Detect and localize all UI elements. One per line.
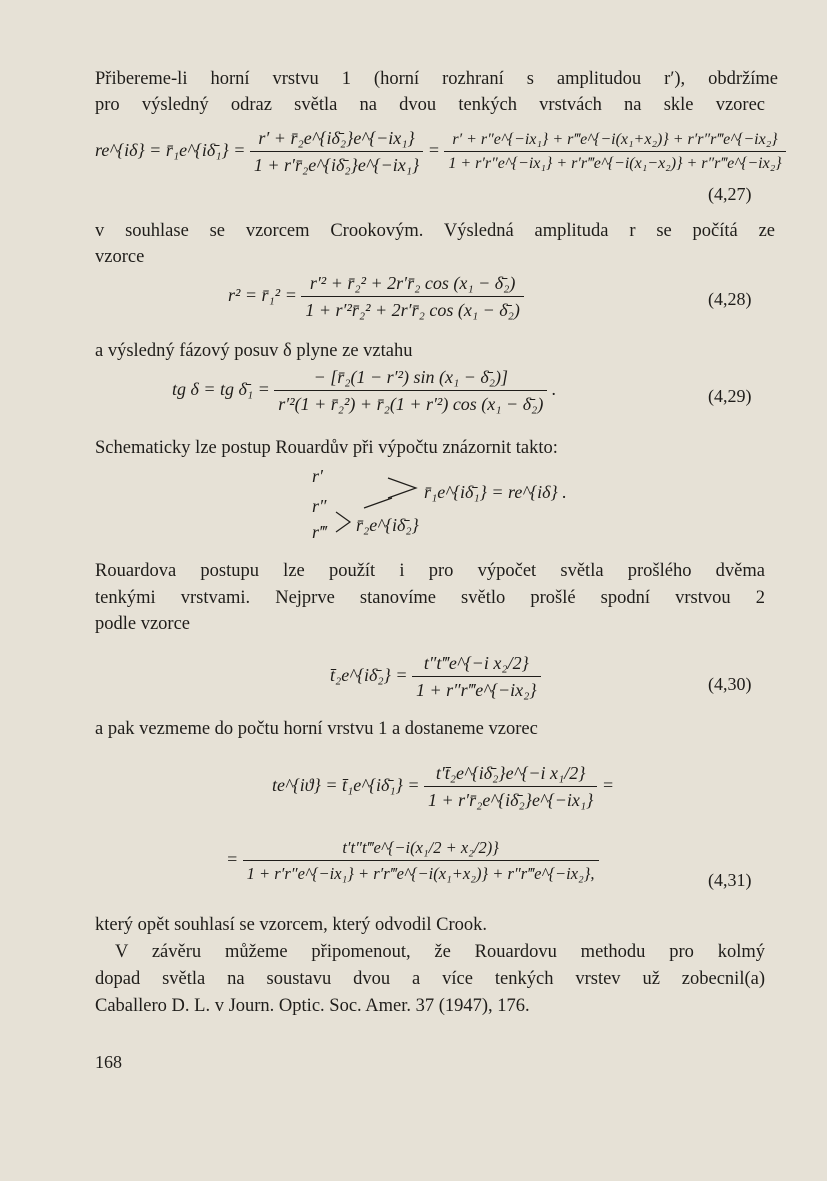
fraction-numerator: r′ + r̄₂e^{iδ̄₂}e^{−ix₁} [250, 128, 423, 152]
equation-4-31-line2 [226, 838, 599, 884]
fraction-numerator: t′t̄₂e^{iδ̄₂}e^{−i x₁/2} [424, 763, 597, 787]
equation-fraction [250, 128, 423, 176]
text-line: tenkými vrstvami. Nejprve stanovíme světlo prošlé spodní vrstvou 2 [95, 588, 765, 608]
equation-fraction [412, 653, 541, 701]
text-line: vzorce [95, 247, 145, 267]
text-line: pro výsledný odraz světla na dvou tenkých vrstvách na skle vzorec [95, 95, 765, 115]
text-line: podle vzorce [95, 614, 191, 634]
equation-lhs: t̄₂e^{iδ̄₂} = [330, 665, 408, 686]
equation-4-29: tg δ = tg δ̄₁ = $\frac{\text{− [r̄₂(1 − r′²) sin (x₁ − δ̄₂)]}}{\text{r′²(1 + r̄₂²) + r̄₂(1 + r′²) cos (x₁ − δ̄₂)}}$ . [172, 367, 557, 414]
equation-fraction [444, 131, 785, 173]
scheme-r2-term: r̄₂e^{iδ̄₂} [356, 515, 419, 535]
scheme-connector [364, 498, 392, 508]
fraction-denominator: 1 + r′r̄₂e^{iδ̄₂}e^{−ix₁} [253, 155, 420, 175]
equals-sign: = [601, 775, 614, 796]
equation-lhs: tg δ = tg δ̄₁ = [172, 379, 270, 400]
fraction-denominator: 1 + r″r‴e^{−ix₂} [416, 680, 537, 700]
fraction-denominator: 1 + r′²r̄₂² + 2r′r̄₂ cos (x₁ − δ̄₂) [305, 300, 520, 320]
equation-number: (4,31) [708, 870, 752, 890]
fraction-denominator: 1 + r′r″e^{−ix₁} + r′r‴e^{−i(x₁−x₂)} + r″r‴e^{−ix₂} [448, 155, 782, 172]
text-line: Přibereme-li horní vrstvu 1 (horní rozhraní s amplitudou r′), obdržíme [95, 69, 778, 89]
text-line: a výsledný fázový posuv δ plyne ze vztahu [95, 341, 413, 361]
scheme-chevron-upper [388, 478, 416, 498]
equation-number: (4,30) [708, 674, 752, 694]
equation-4-28 [228, 273, 524, 321]
fraction-numerator: − [r̄₂(1 − r′²) sin (x₁ − δ̄₂)] [274, 367, 547, 391]
fraction-numerator: r′ + r″e^{−ix₁} + r‴e^{−i(x₁+x₂)} + r′r″r‴e^{−ix₂} [444, 131, 785, 152]
equation-lhs: r² = r̄₁² = [228, 285, 297, 306]
equation-4-31-line1 [272, 763, 614, 811]
equation-fraction [301, 273, 524, 321]
text-line: který opět souhlasí se vzorcem, který odvodil Crook. [95, 915, 488, 935]
equation-lhs: re^{iδ} = r̄₁e^{iδ̄₁} = [95, 140, 246, 161]
equation-fraction [243, 838, 599, 884]
text-line: Schematicky lze postup Rouardův při výpočtu znázornit takto: [95, 438, 558, 458]
page-number: 168 [95, 1052, 122, 1072]
scheme-r-prime: r′ [312, 466, 323, 486]
text-line: v souhlase se vzorcem Crookovým. Výsledná amplituda r se počítá ze [95, 221, 775, 241]
equals-sign: = [226, 849, 239, 870]
fraction-numerator: t′t″t‴e^{−i(x₁/2 + x₂/2)} [243, 838, 599, 861]
equation-number: (4,29) [708, 386, 752, 406]
fraction-numerator: r′² + r̄₂² + 2r′r̄₂ cos (x₁ − δ̄₂) [301, 273, 524, 297]
scheme-r-triple-prime: r‴ [312, 522, 327, 542]
text-line: V závěru můžeme připomenout, že Rouardovu methodu pro kolmý [115, 942, 765, 962]
equation-4-30 [330, 653, 541, 701]
fraction-denominator: r′²(1 + r̄₂²) + r̄₂(1 + r′²) cos (x₁ − δ̄₂) [278, 394, 544, 414]
fraction-denominator: 1 + r′r″e^{−ix₁} + r′r‴e^{−i(x₁+x₂)} + r″r‴e^{−ix₂}, [246, 864, 595, 883]
text-line: Rouardova postupu lze použít i pro výpočet světla prošlého dvěma [95, 561, 765, 581]
equation-fraction [274, 367, 547, 415]
fraction-denominator: 1 + r′r̄₂e^{iδ̄₂}e^{−ix₁} [427, 790, 594, 810]
text-line: Caballero D. L. v Journ. Optic. Soc. Amer. 37 (1947), 176. [95, 996, 530, 1016]
equation-lhs: te^{iϑ} = t̄₁e^{iδ̄₁} = [272, 775, 420, 796]
scheme-result: r̄₁e^{iδ̄₁} = re^{iδ} . [424, 482, 567, 502]
equation-fraction [424, 763, 597, 811]
text-line: dopad světla na soustavu dvou a více tenkých vrstev už zobecnil(a) [95, 969, 765, 989]
equation-number: (4,28) [708, 289, 752, 309]
scheme-r-double-prime: r″ [312, 496, 327, 516]
fraction-numerator: t″t‴e^{−i x₂/2} [412, 653, 541, 677]
equation-number: (4,27) [708, 184, 752, 204]
equation-4-27: re^{iδ} = r̄₁e^{iδ̄₁} = $\frac{\text{r′ + r̄₂e\textasciicircum{}\{iδ̄₂\}e\textasciicircum{}\{−ix₁\}}}{\text{1 + r′r̄₂e\textasciicircum{}\{iδ̄₂\}e\textasciicircum{}\{−ix₁\}}}$ = $\frac{\text{r′ + r″e\textasciicircum{}\{−ix₁\} + r‴e\textasciicircum{}\{−i(x₁+x₂)\} + r′r″r‴e\textasciicircum{}\{−ix₂\}}}{\text{1 + r′r″e\textasciicircum{}\{−ix₁\} + r′r‴e\textasciicircum{}\{−i(x₁−x₂)\} + r″r‴e\textasciicircum{}\{−ix₂\}}}$ [95, 128, 786, 176]
text-line: a pak vezmeme do počtu horní vrstvu 1 a dostaneme vzorec [95, 719, 538, 739]
scheme-chevron-lower [336, 512, 350, 532]
